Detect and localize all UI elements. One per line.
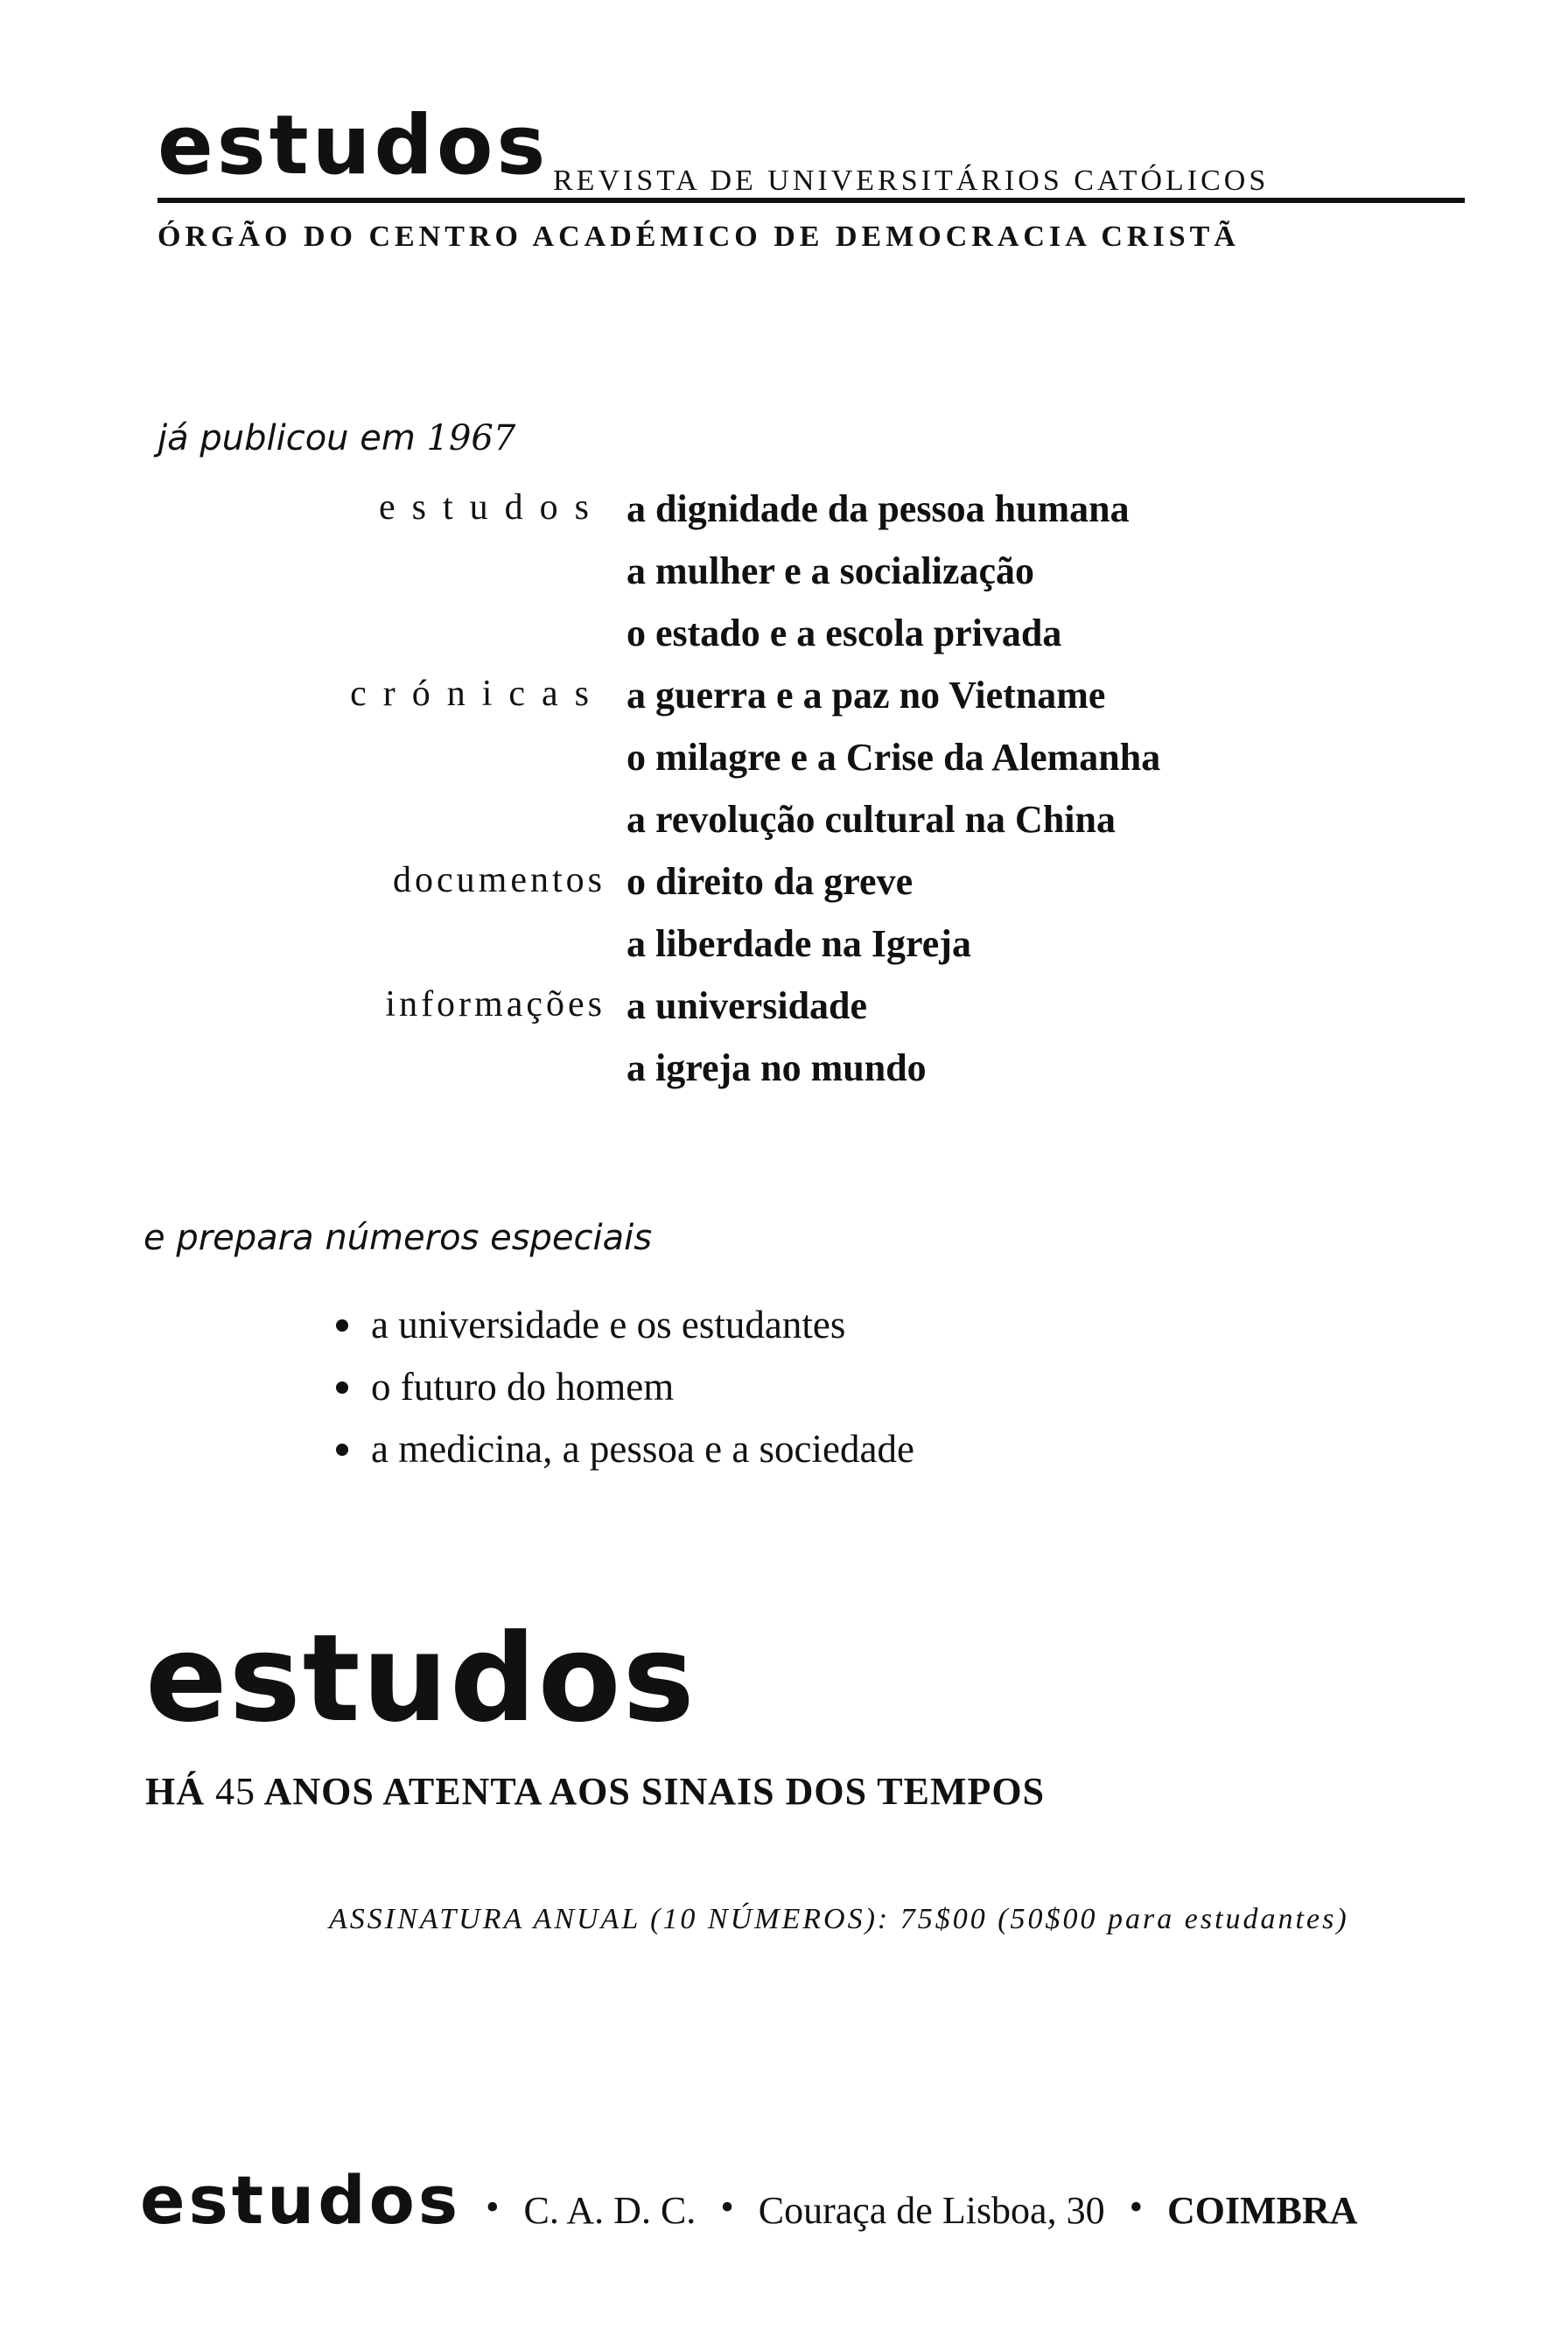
specials-heading: e prepara números especiais	[144, 1218, 653, 1258]
published-heading-text: já publicou em	[158, 418, 427, 458]
masthead-logo: estudos	[158, 98, 550, 193]
specials-list	[336, 1302, 914, 1488]
published-heading	[158, 418, 515, 458]
footer	[140, 2161, 1358, 2239]
article-title: a mulher e a socialização	[626, 549, 1034, 592]
contents-row	[0, 611, 1568, 673]
category-label: estudos	[379, 487, 606, 528]
promo-logo: estudos	[145, 1608, 696, 1749]
promo-tagline	[145, 1769, 1045, 1814]
masthead-subtitle: REVISTA DE UNIVERSITÁRIOS CATÓLICOS	[553, 164, 1270, 197]
bullet-icon	[336, 1381, 348, 1394]
special-title: a medicina, a pessoa e a sociedade	[371, 1427, 914, 1471]
contents-row	[0, 983, 1568, 1046]
contents-row	[0, 859, 1568, 921]
tagline-part: HÁ	[145, 1770, 205, 1813]
article-title: a revolução cultural na China	[626, 798, 1116, 841]
contents-row	[0, 735, 1568, 797]
published-heading-year: 1967	[426, 418, 516, 458]
article-title: a liberdade na Igreja	[626, 922, 971, 965]
article-title: a universidade	[626, 984, 868, 1027]
bullet-icon	[336, 1319, 348, 1332]
contents-row	[0, 1046, 1568, 1108]
article-title: a dignidade da pessoa humana	[626, 487, 1130, 530]
bullet-icon: •	[1129, 2186, 1143, 2228]
article-title: o estado e a escola privada	[626, 612, 1062, 654]
contents-list	[0, 486, 1568, 1108]
contents-row	[0, 797, 1568, 859]
list-item	[336, 1302, 914, 1364]
bullet-icon: •	[720, 2186, 734, 2228]
category-label: documentos	[393, 860, 606, 900]
article-title: o direito da greve	[626, 860, 914, 903]
subscription-note: ASSINATURA ANUAL (10 NÚMEROS): 75$00 (50$00 para estudantes)	[329, 1903, 1349, 1935]
special-title: o futuro do homem	[371, 1365, 675, 1409]
list-item	[336, 1364, 914, 1426]
bullet-icon: •	[486, 2186, 500, 2228]
masthead-organ: ÓRGÃO DO CENTRO ACADÉMICO DE DEMOCRACIA CRISTÃ	[158, 220, 1240, 253]
contents-row	[0, 673, 1568, 735]
article-title: a igreja no mundo	[626, 1046, 927, 1089]
footer-logo: estudos	[140, 2161, 462, 2239]
footer-org: C. A. D. C.	[523, 2189, 696, 2232]
article-title: o milagre e a Crise da Alemanha	[626, 736, 1161, 779]
tagline-part: ANOS ATENTA AOS SINAIS DOS TEMPOS	[263, 1770, 1046, 1813]
contents-row	[0, 486, 1568, 549]
footer-city: COIMBRA	[1167, 2189, 1358, 2232]
bullet-icon	[336, 1444, 348, 1456]
article-title: a guerra e a paz no Vietname	[626, 674, 1106, 717]
contents-row	[0, 921, 1568, 983]
tagline-number: 45	[215, 1770, 256, 1813]
category-label: crónicas	[350, 674, 606, 714]
list-item	[336, 1426, 914, 1488]
footer-address: Couraça de Lisboa, 30	[758, 2189, 1105, 2232]
masthead-rule	[158, 198, 1465, 203]
special-title: a universidade e os estudantes	[371, 1303, 846, 1346]
category-label: informações	[385, 984, 606, 1025]
contents-row	[0, 549, 1568, 611]
